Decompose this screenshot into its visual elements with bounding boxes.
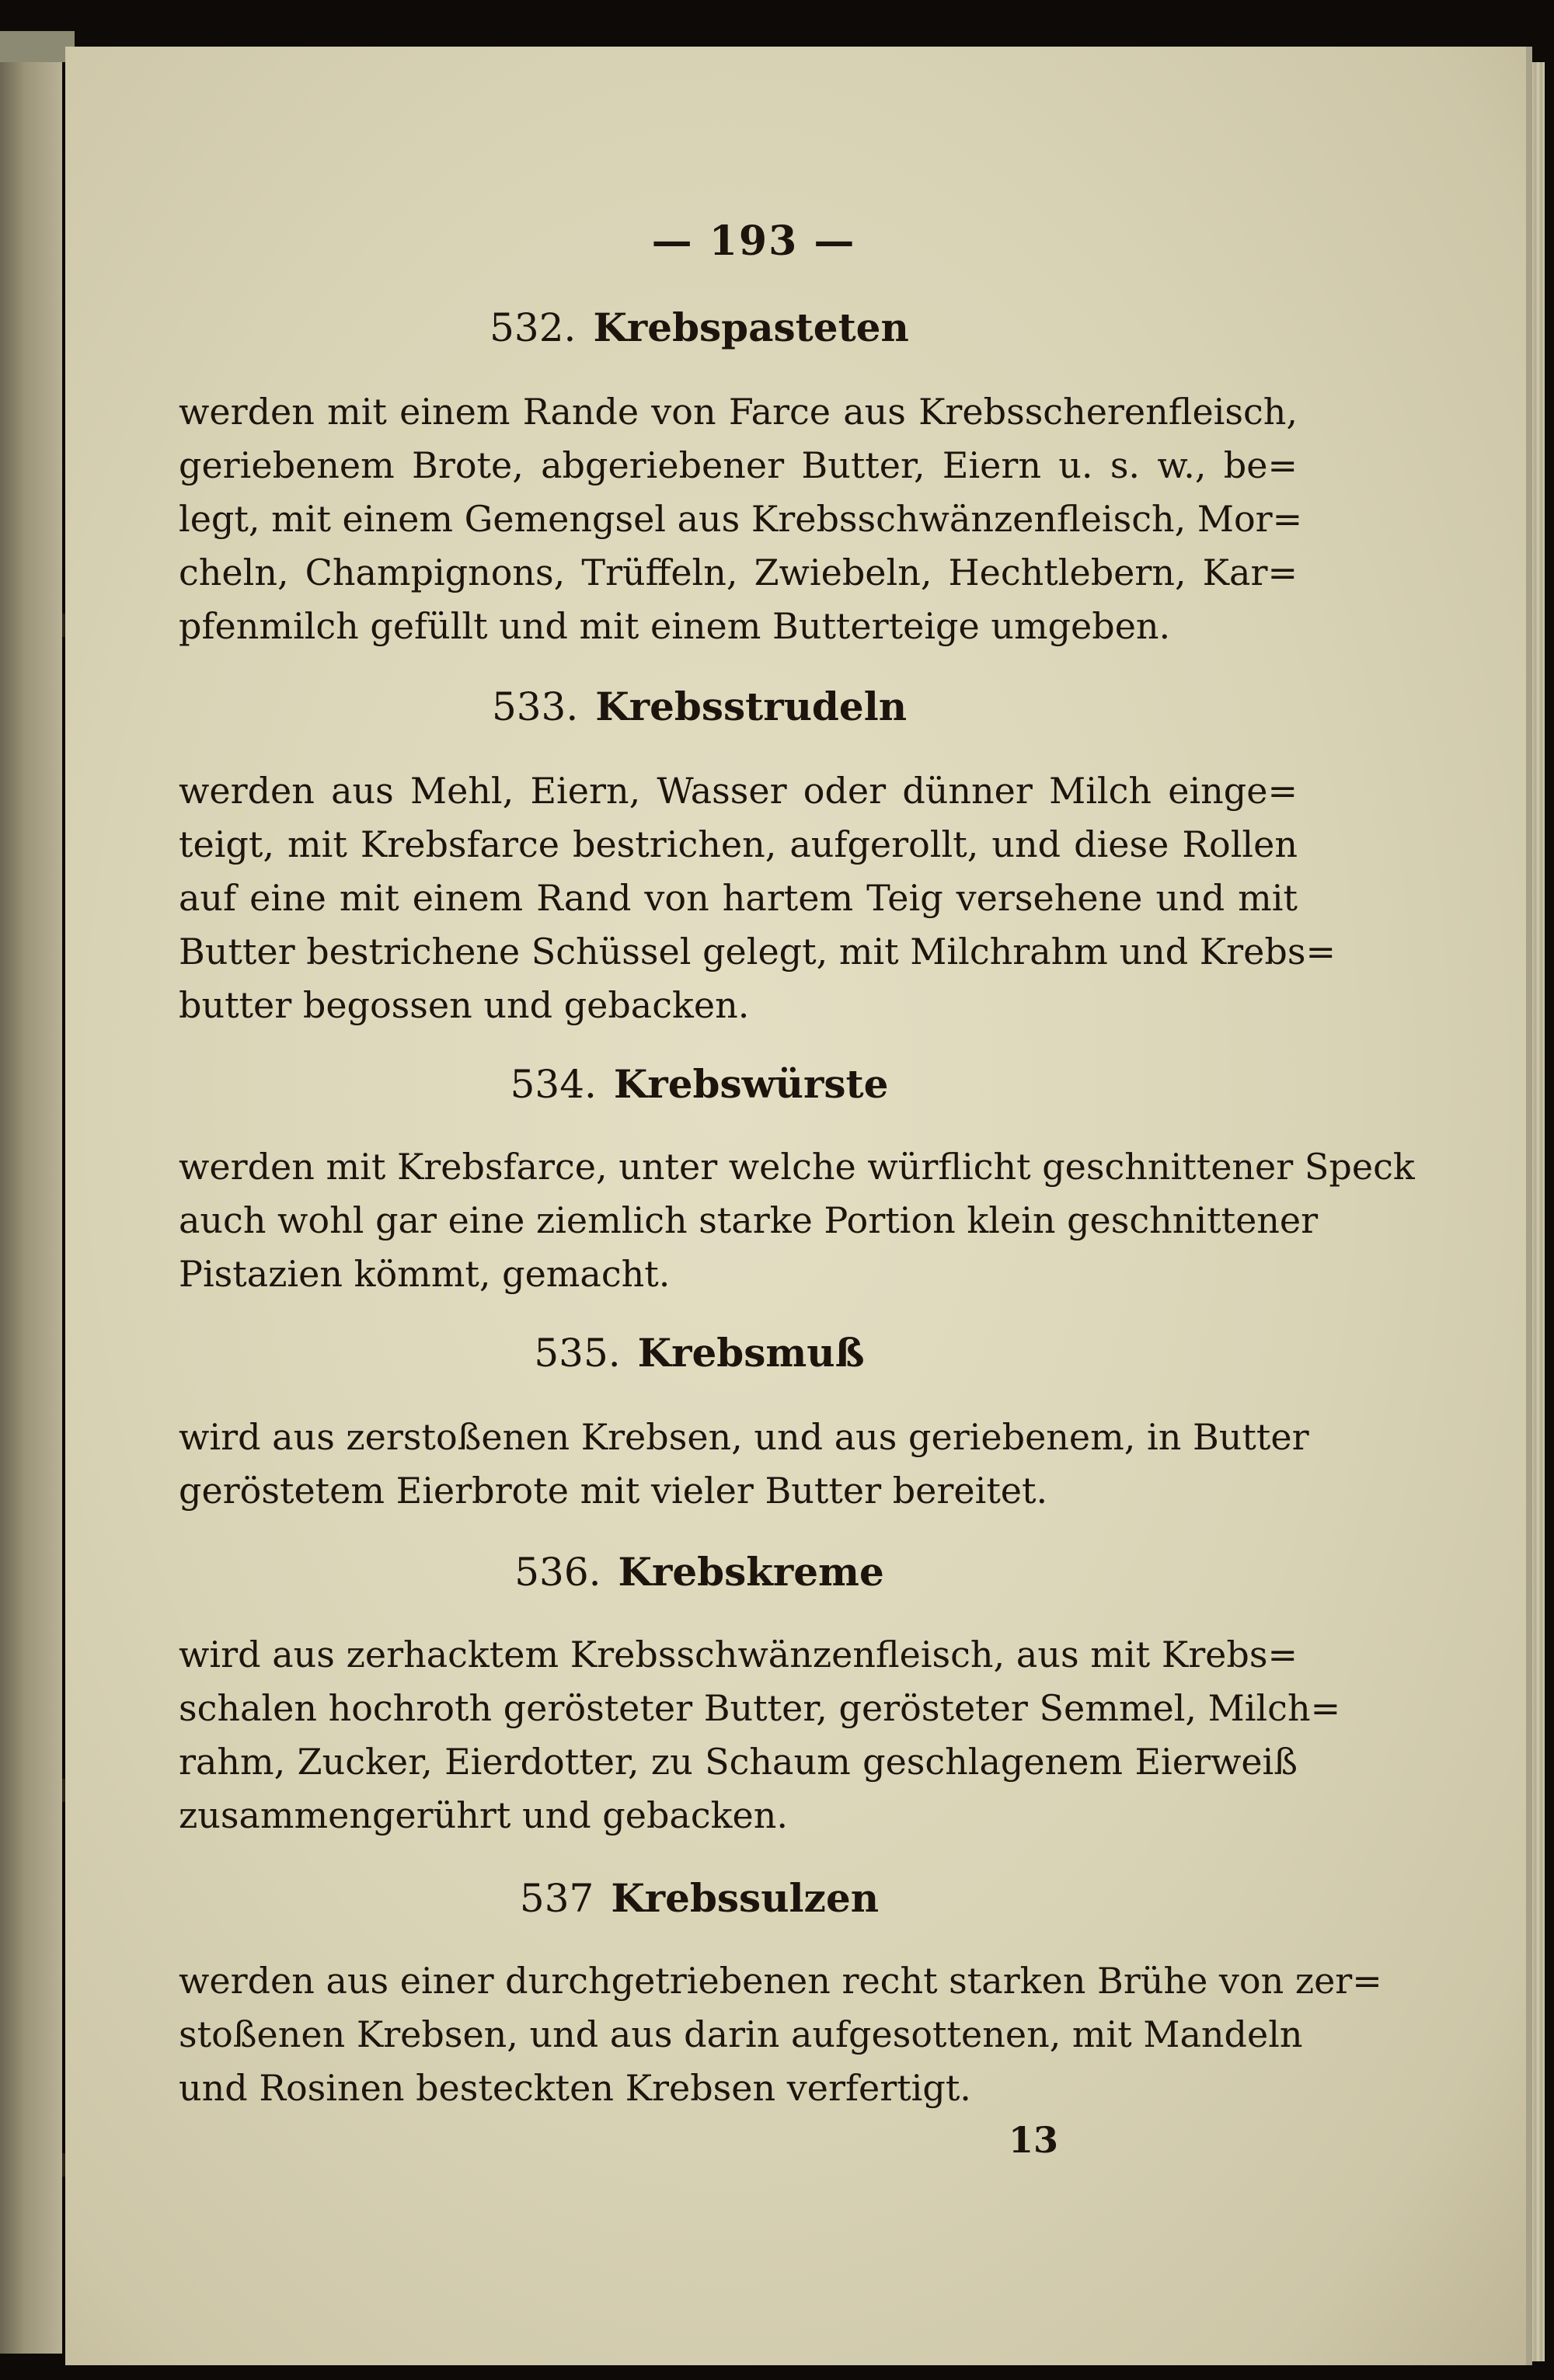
entry-body bbox=[179, 1411, 1309, 1518]
text-line: werden mit Krebsfarce, unter welche würflicht geschnittener Speck bbox=[179, 1146, 1415, 1188]
entry-heading bbox=[311, 1875, 1088, 1921]
page-number: — 193 — bbox=[651, 217, 856, 265]
entry-title: Krebsstrudeln bbox=[595, 684, 908, 729]
entry-heading bbox=[311, 684, 1088, 729]
margin-mark bbox=[62, 2153, 65, 2176]
text-line: Pistazien kömmt, gemacht. bbox=[179, 1253, 671, 1295]
entry-number: 534. bbox=[510, 1062, 597, 1107]
text-line: wird aus zerhacktem Krebsschwänzenfleisch, aus mit Krebs= bbox=[179, 1634, 1298, 1675]
text-line: legt, mit einem Gemengsel aus Krebsschwänzenfleisch, Mor= bbox=[179, 498, 1303, 540]
text-line: cheln, Champignons, Trüffeln, Zwiebeln, Hechtlebern, Kar= bbox=[179, 552, 1298, 593]
text-line: und Rosinen besteckten Krebsen verfertigt. bbox=[179, 2067, 971, 2109]
text-line: werden aus einer durchgetriebenen recht starken Brühe von zer= bbox=[179, 1960, 1382, 2002]
text-line: auch wohl gar eine ziemlich starke Portion klein geschnittener bbox=[179, 1199, 1319, 1241]
entry-title: Krebssulzen bbox=[611, 1875, 880, 1921]
text-line: Butter bestrichene Schüssel gelegt, mit Milchrahm und Krebs= bbox=[179, 931, 1336, 973]
entry-heading bbox=[311, 1549, 1088, 1595]
entry-number: 535. bbox=[534, 1331, 621, 1376]
text-line: werden mit einem Rande von Farce aus Krebsscherenfleisch, bbox=[179, 391, 1298, 433]
margin-mark bbox=[62, 614, 65, 637]
entry-body bbox=[179, 1628, 1341, 1842]
text-line: stoßenen Krebsen, und aus darin aufgesottenen, mit Mandeln bbox=[179, 2013, 1303, 2055]
signature-mark: 13 bbox=[1008, 2119, 1058, 2161]
text-line: werden aus Mehl, Eiern, Wasser oder dünner Milch einge= bbox=[179, 770, 1298, 812]
entry-number: 533. bbox=[491, 684, 579, 729]
entry-number: 532. bbox=[490, 305, 577, 350]
entry-heading bbox=[311, 1330, 1088, 1376]
text-line: teigt, mit Krebsfarce bestrichen, aufgerollt, und diese Rollen bbox=[179, 823, 1298, 865]
margin-mark bbox=[62, 1779, 65, 1802]
entry-title: Krebswürste bbox=[613, 1061, 889, 1107]
facing-page-edge bbox=[0, 31, 62, 2354]
text-line: schalen hochroth gerösteter Butter, gerösteter Semmel, Milch= bbox=[179, 1687, 1341, 1729]
entry-heading bbox=[311, 1061, 1088, 1107]
entry-title: Krebskreme bbox=[618, 1549, 884, 1595]
text-line: geröstetem Eierbrote mit vieler Butter bereitet. bbox=[179, 1470, 1048, 1512]
entry-number: 537 bbox=[519, 1876, 594, 1921]
entry-title: Krebsmuß bbox=[637, 1330, 865, 1376]
entry-body bbox=[179, 1954, 1382, 2115]
entry-body bbox=[179, 1140, 1415, 1301]
text-line: butter begossen und gebacken. bbox=[179, 984, 750, 1026]
entry-title: Krebspasteten bbox=[593, 304, 909, 350]
text-line: zusammengerührt und gebacken. bbox=[179, 1794, 788, 1836]
entry-number: 536. bbox=[514, 1550, 601, 1595]
binding-edge bbox=[0, 31, 75, 62]
entry-heading bbox=[311, 304, 1088, 350]
text-line: auf eine mit einem Rand von hartem Teig versehene und mit bbox=[179, 877, 1298, 919]
entry-body bbox=[179, 385, 1303, 653]
text-line: rahm, Zucker, Eierdotter, zu Schaum geschlagenem Eierweiß bbox=[179, 1741, 1298, 1783]
entry-body bbox=[179, 764, 1336, 1032]
text-line: wird aus zerstoßenen Krebsen, und aus geriebenem, in Butter bbox=[179, 1416, 1309, 1458]
text-line: geriebenem Brote, abgeriebener Butter, Eiern u. s. w., be= bbox=[179, 444, 1298, 486]
text-line: pfenmilch gefüllt und mit einem Butterteige umgeben. bbox=[179, 605, 1171, 647]
